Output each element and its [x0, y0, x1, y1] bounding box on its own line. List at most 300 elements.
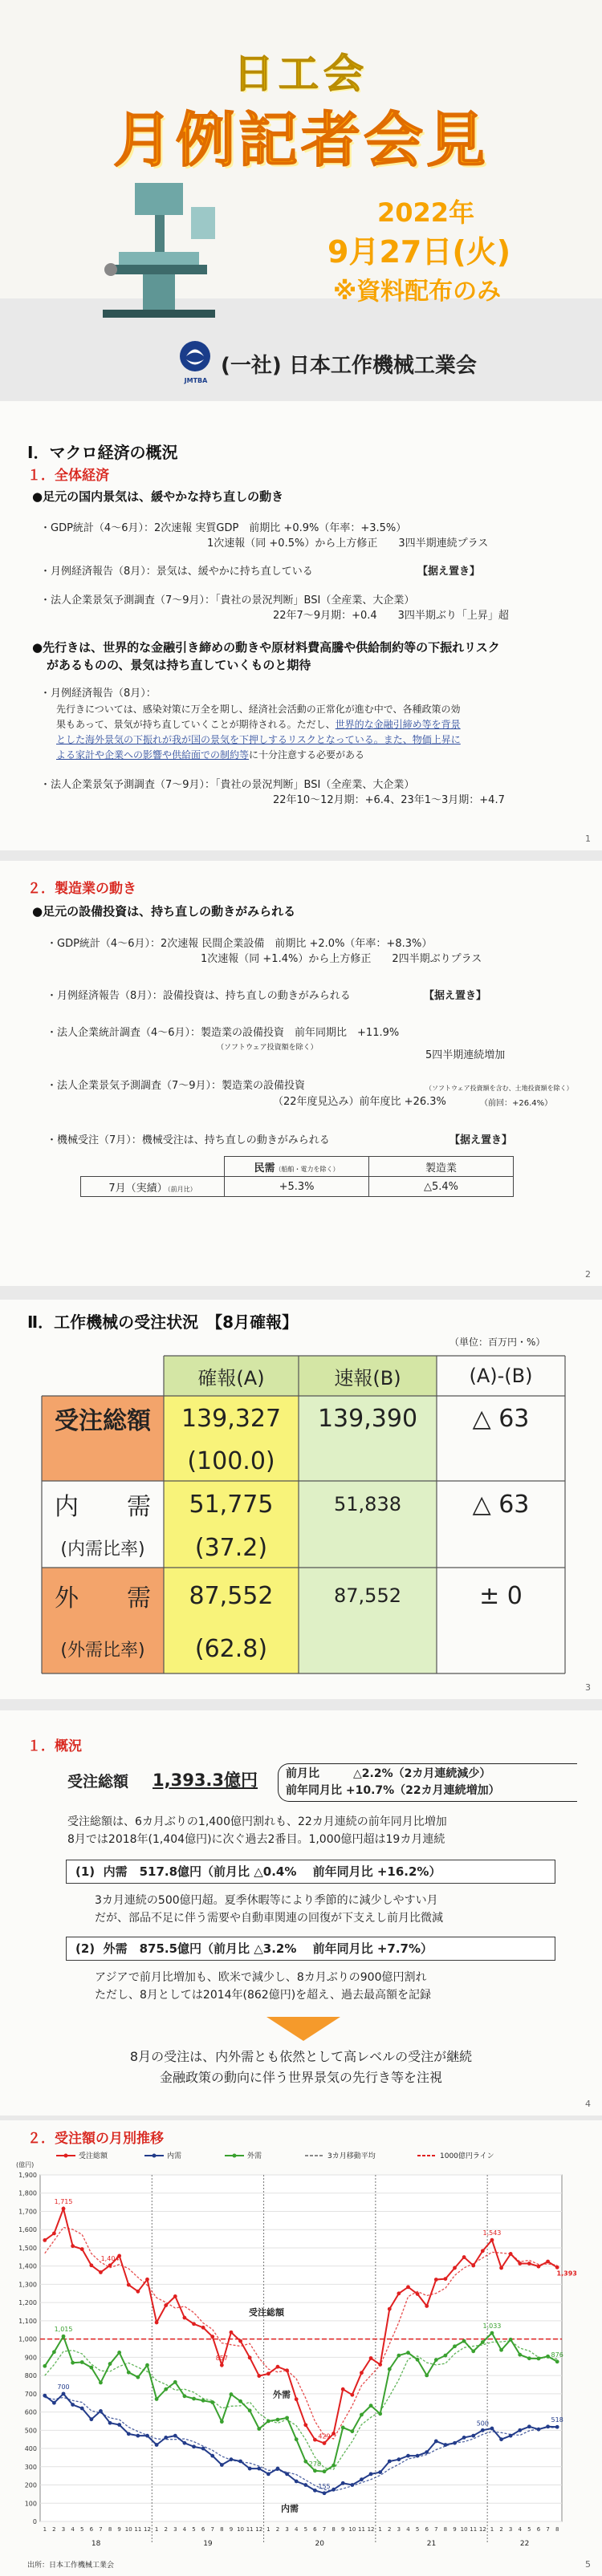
data-point [481, 2340, 485, 2344]
data-point [444, 2277, 448, 2281]
header-confirmed-a: 確報(A) [197, 1366, 265, 1389]
cover-note: ※資料配布のみ [333, 278, 502, 306]
month-tick-label: 3 [508, 2526, 513, 2533]
forecast-survey: ・法人企業景気予測調査（7～9月）：製造業の設備投資 [47, 1080, 306, 1092]
data-point [537, 2357, 541, 2361]
subsection-title: １．全体経済 [27, 468, 109, 484]
data-label: 1,033 [482, 2322, 502, 2331]
data-point [406, 2454, 410, 2458]
y-axis-label: (億円) [16, 2161, 35, 2168]
data-point [303, 2460, 307, 2464]
month-tick-label: 4 [518, 2526, 523, 2533]
month-tick-label: 10 [237, 2526, 245, 2533]
data-point [108, 2263, 112, 2267]
row-july-actual: 7月（実績）（前月比） [81, 1177, 225, 1197]
data-point [80, 2407, 84, 2411]
y-tick-label: 600 [24, 2408, 37, 2416]
month-tick-label: 10 [348, 2526, 356, 2533]
year-label: 21 [426, 2540, 437, 2548]
y-tick-label: 1,500 [18, 2244, 37, 2252]
data-point [108, 2362, 112, 2366]
down-arrow-icon [266, 2017, 340, 2041]
data-point [99, 2270, 103, 2274]
data-point [266, 2371, 270, 2375]
forecast-survey-2: （22年度見込み）前年度比 +26.3% [273, 1096, 446, 1108]
legend-marker [233, 2154, 237, 2158]
conclusion-line-2: 金融政策の動向に伴う世界景気の先行き等を注視 [159, 2070, 442, 2085]
data-point [155, 2443, 159, 2447]
data-point [192, 2397, 196, 2401]
year-label: 19 [203, 2540, 213, 2548]
month-tick-label: 3 [285, 2526, 289, 2533]
data-point [360, 2371, 364, 2375]
monthly-report-note: 【据え置き】 [424, 990, 487, 1002]
outlook-text-1: 先行きについては、感染対策に万全を期し、経済社会活動の正常化が進む中で、各種政策の効 [56, 704, 461, 715]
annotation-total: 受注総額 [249, 2307, 284, 2318]
data-point [350, 2393, 354, 2397]
y-tick-label: 1,000 [18, 2335, 37, 2343]
legend-label: 内需 [167, 2152, 182, 2160]
data-point [471, 2349, 475, 2353]
data-point [546, 2260, 550, 2264]
cover-title-large: 月例記者会見 [113, 106, 489, 175]
data-point [108, 2421, 112, 2425]
forecast-survey-2-note: （前回：+26.4%） [480, 1099, 553, 1108]
outlook-text-2: 果もあって、景気が持ち直していくことが期待される。ただし、世界的な金融引締め等を背景 [56, 719, 461, 730]
data-label: 1,393 [556, 2270, 577, 2278]
header-difference: (A)-(B) [469, 1365, 533, 1387]
machinery-orders-note: 【据え置き】 [449, 1134, 513, 1146]
domestic-difference: △ 63 [472, 1490, 530, 1519]
cell-manufacturing-value: △5.4% [369, 1177, 514, 1197]
data-point [555, 2425, 559, 2429]
month-tick-label: 5 [303, 2526, 308, 2533]
gdp-line: ・GDP統計（4～6月）：2次速報 実質GDP 前期比 +0.9%（年率：+3.5%） [40, 522, 407, 534]
data-point [360, 2477, 364, 2481]
data-point [378, 2412, 382, 2416]
data-label: 857 [215, 2355, 228, 2363]
legend-label: 1000億円ライン [440, 2152, 494, 2160]
data-point [295, 2397, 299, 2401]
y-tick-label: 300 [24, 2463, 37, 2471]
y-tick-label: 1,700 [18, 2208, 37, 2216]
section-title: Ⅱ．工作機械の受注状況 【8月確報】 [27, 1312, 299, 1332]
gdp-line-2: 1次速報（同 +0.5%）から上方修正 3四半期連続プラス [207, 538, 489, 550]
month-tick-label: 11 [357, 2526, 365, 2533]
corp-stat-2: 5四半期連続増加 [425, 1049, 506, 1061]
data-point [257, 2427, 261, 2431]
total-confirmed: 139,327 [181, 1404, 282, 1433]
month-tick-label: 11 [470, 2526, 478, 2533]
data-point [490, 2427, 494, 2431]
cover-organization: (一社) 日本工作機械工業会 [221, 354, 477, 378]
data-point [276, 2418, 280, 2422]
data-point [210, 2454, 214, 2458]
data-point [164, 2303, 168, 2307]
machinery-orders-table [80, 1156, 514, 1197]
month-tick-label: 12 [367, 2526, 375, 2533]
data-point [43, 2394, 47, 2398]
conclusion-line-1: 8月の受注は、内外需とも依然として高レベルの受注が継続 [129, 2049, 473, 2064]
data-point [388, 2307, 392, 2311]
data-point [313, 2438, 317, 2442]
month-tick-label: 2 [52, 2526, 56, 2533]
foreign-confirmed: 87,552 [189, 1581, 274, 1610]
data-point [518, 2428, 522, 2432]
y-tick-label: 400 [24, 2445, 37, 2453]
data-label: 500 [476, 2420, 489, 2428]
data-point [332, 2464, 336, 2468]
domestic-title: (1) 内需 517.8億円（前月比 △0.4% 前年同月比 +16.2%） [75, 1864, 441, 1879]
data-point [453, 2441, 457, 2445]
foreign-text-2: ただし、8月としては2014年(862億円)を超え、過去最高額を記録 [95, 1989, 432, 2002]
legend-label: 3カ月移動平均 [327, 2152, 376, 2160]
data-point [276, 2365, 280, 2369]
data-point [210, 2400, 214, 2404]
data-point [406, 2351, 410, 2355]
legend-label: 外需 [247, 2152, 262, 2160]
month-tick-label: 6 [89, 2526, 94, 2533]
year-over-year: 前年同月比 +10.7%（22カ月連続増加） [286, 1784, 500, 1797]
data-point [462, 2339, 466, 2343]
data-point [499, 2348, 503, 2352]
bullet-heading-2: ●先行きは、世界的な金融引き締めの動きや原材料費高騰や供給制約等の下振れリスク [32, 640, 500, 655]
foreign-title: (2) 外需 875.5億円（前月比 △3.2% 前年同月比 +7.7%） [75, 1941, 433, 1956]
data-point [537, 2428, 541, 2432]
data-point [201, 2399, 205, 2403]
data-point [127, 2371, 131, 2375]
data-point [509, 2252, 513, 2256]
month-tick-label: 2 [275, 2526, 280, 2533]
data-point [52, 2232, 56, 2236]
month-tick-label: 10 [460, 2526, 468, 2533]
corp-stat-note: （ソフトウェア投資額を除く） [217, 1044, 318, 1052]
col-manufacturing: 製造業 [369, 1157, 514, 1177]
data-point [444, 2354, 448, 2358]
data-point [136, 2290, 140, 2294]
data-point [332, 2432, 336, 2436]
month-tick-label: 9 [229, 2526, 234, 2533]
cover-title-small: 日工会 [234, 51, 368, 97]
month-tick-label: 9 [453, 2526, 457, 2533]
data-point [416, 2454, 420, 2458]
data-label: 278 [308, 2460, 322, 2468]
data-point [43, 2238, 47, 2242]
data-point [406, 2285, 410, 2289]
data-label: 1,404 [100, 2254, 120, 2262]
data-point [52, 2350, 56, 2354]
data-point [220, 2363, 224, 2367]
cover-page [0, 0, 602, 384]
month-tick-label: 6 [536, 2526, 541, 2533]
month-tick-label: 8 [108, 2526, 112, 2533]
data-point [303, 2423, 307, 2427]
month-tick-label: 7 [210, 2526, 214, 2533]
y-tick-label: 500 [24, 2427, 37, 2435]
data-point [481, 2428, 485, 2432]
data-point [499, 2437, 503, 2441]
month-tick-label: 1 [490, 2526, 494, 2533]
data-point [230, 2392, 234, 2396]
y-tick-label: 800 [24, 2372, 37, 2380]
data-point [378, 2363, 382, 2367]
data-point [220, 2420, 224, 2424]
data-point [80, 2360, 84, 2364]
data-point [444, 2443, 448, 2447]
data-point [295, 2437, 299, 2441]
summary-line-1: 受注総額は、6カ月ぶりの1,400億円割れも、22カ月連続の前年同月比増加 [67, 1815, 447, 1828]
page-number: 2 [585, 1269, 591, 1280]
data-point [285, 2368, 289, 2372]
data-point [397, 2291, 401, 2295]
machinery-orders: ・機械受注（7月）：機械受注は、持ち直しの動きがみられる [47, 1134, 330, 1146]
data-point [378, 2470, 382, 2474]
data-point [369, 2404, 373, 2408]
data-point [350, 2429, 354, 2433]
total-share: (100.0) [187, 1446, 275, 1475]
unit-label: （単位：百万円・%） [449, 1337, 546, 1348]
data-point [527, 2424, 531, 2428]
month-tick-label: 4 [182, 2526, 187, 2533]
data-point [164, 2436, 168, 2440]
month-tick-label: 6 [425, 2526, 429, 2533]
data-point [453, 2266, 457, 2270]
data-point [397, 2457, 401, 2461]
subsection-title: ２．製造業の動き [27, 881, 136, 897]
foreign-preliminary: 87,552 [334, 1584, 401, 1607]
page-number: 1 [585, 834, 591, 844]
data-point [117, 2423, 121, 2427]
gdp-line-2: 1次速報（同 +1.4%）から上方修正 2四半期ぶりプラス [201, 953, 482, 965]
annotation-domestic: 内需 [281, 2503, 299, 2514]
data-point [136, 2434, 140, 2438]
monthly-report-note: 【据え置き】 [417, 566, 481, 578]
data-point [481, 2249, 485, 2253]
data-point [471, 2434, 475, 2438]
data-point [425, 2373, 429, 2377]
data-point [303, 2483, 307, 2487]
data-point [527, 2262, 531, 2266]
month-tick-label: 2 [499, 2526, 503, 2533]
domestic-ratio: (37.2) [194, 1533, 268, 1562]
data-point [509, 2338, 513, 2342]
y-tick-label: 1,300 [18, 2281, 37, 2289]
data-point [323, 2491, 327, 2495]
data-point [295, 2480, 299, 2484]
month-over-month: 前月比 △2.2%（2カ月連続減少） [286, 1767, 491, 1780]
data-point [52, 2401, 56, 2405]
data-point [471, 2264, 475, 2268]
legend-marker [64, 2154, 68, 2158]
total-orders-label: 受注総額 [67, 1773, 129, 1791]
page-orders-table [0, 1300, 602, 1699]
data-point [62, 2391, 66, 2395]
row-total-orders: 受注総額 [55, 1407, 151, 1435]
data-label: 1,543 [482, 2229, 502, 2237]
data-point [434, 2358, 438, 2362]
subsection-title: １．概況 [27, 1738, 82, 1755]
data-label: 700 [57, 2383, 70, 2391]
data-point [71, 2361, 75, 2365]
row-domestic-ratio: (内需比率) [42, 1527, 164, 1568]
monthly-report: ・月例経済報告（8月）：設備投資は、持ち直しの動きがみられる [47, 990, 351, 1002]
month-tick-label: 12 [255, 2526, 263, 2533]
month-tick-label: 4 [71, 2526, 75, 2533]
annotation-foreign: 外需 [273, 2389, 291, 2400]
y-tick-label: 900 [24, 2354, 37, 2362]
data-point [434, 2278, 438, 2282]
month-tick-label: 6 [313, 2526, 317, 2533]
month-tick-label: 4 [406, 2526, 410, 2533]
data-point [285, 2416, 289, 2420]
source-note: 出所：日本工作機械工業会 [27, 2562, 115, 2570]
bullet-heading: ●足元の国内景気は、緩やかな持ち直しの動き [32, 489, 284, 504]
data-point [490, 2331, 494, 2335]
logo-text: JMTBA [184, 377, 208, 384]
data-point [388, 2367, 392, 2371]
y-tick-label: 0 [32, 2518, 37, 2525]
y-tick-label: 100 [24, 2500, 37, 2508]
data-point [499, 2266, 503, 2270]
year-label: 22 [519, 2540, 530, 2548]
data-label: 429 [318, 2432, 331, 2440]
domestic-preliminary: 51,838 [334, 1493, 401, 1515]
page-number: 4 [585, 2099, 591, 2109]
y-tick-label: 1,400 [18, 2262, 37, 2270]
month-tick-label: 5 [527, 2526, 531, 2533]
data-point [369, 2356, 373, 2360]
data-point [313, 2489, 317, 2493]
data-point [257, 2467, 261, 2471]
data-point [62, 2335, 66, 2339]
section-title: Ⅰ．マクロ経済の概況 [27, 443, 178, 462]
row-foreign-ratio: (外需比率) [60, 1640, 145, 1661]
data-point [462, 2436, 466, 2440]
month-tick-label: 7 [322, 2526, 327, 2533]
data-point [173, 2434, 177, 2438]
monthly-orders-chart [8, 2144, 594, 2560]
data-point [425, 2304, 429, 2308]
data-point [537, 2265, 541, 2269]
month-tick-label: 9 [340, 2526, 345, 2533]
data-point [276, 2467, 280, 2471]
monthly-report-2: ・月例経済報告（8月）： [40, 688, 157, 700]
data-point [555, 2359, 559, 2363]
data-point [230, 2457, 234, 2461]
data-point [360, 2413, 364, 2417]
month-tick-label: 2 [164, 2526, 168, 2533]
page-overview [0, 1710, 602, 2116]
row-domestic: 内 需 [42, 1481, 164, 1527]
data-point [555, 2266, 559, 2270]
month-tick-label: 5 [192, 2526, 196, 2533]
data-point [89, 2263, 93, 2267]
data-point [43, 2364, 47, 2368]
page-number: 3 [585, 1682, 591, 1693]
month-tick-label: 1 [378, 2526, 382, 2533]
data-point [416, 2292, 420, 2296]
data-point [434, 2440, 438, 2444]
cover-date: 9月27日(火) [327, 234, 511, 270]
row-foreign: 外 需 [55, 1584, 151, 1613]
y-tick-label: 1,600 [18, 2226, 37, 2234]
data-point [266, 2472, 270, 2476]
month-tick-label: 1 [154, 2526, 159, 2533]
month-tick-label: 5 [415, 2526, 420, 2533]
month-tick-label: 7 [546, 2526, 550, 2533]
month-tick-label: 4 [294, 2526, 299, 2533]
page-macro-economy [0, 401, 602, 850]
data-point [341, 2426, 345, 2430]
data-point [490, 2238, 494, 2242]
month-tick-label: 11 [134, 2526, 142, 2533]
month-tick-label: 5 [79, 2526, 84, 2533]
data-point [183, 2394, 187, 2398]
forecast-survey-note: （ソフトウェア投資額を含む、土地投資額を除く） [425, 1085, 573, 1092]
outlook-text-3: とした海外景気の下振れが我が国の景気を下押しするリスクとなっている。また、物価上昇に [56, 734, 461, 745]
jmtba-logo [178, 339, 212, 376]
data-point [323, 2441, 327, 2445]
summary-line-2: 8月では2018年(1,404億円)に次ぐ過去2番目。1,000億円超は19カ月連続 [67, 1833, 445, 1846]
corp-survey-3: ・法人企業景気予測調査（7～9月）：「貴社の景況判断」BSI（全産業、大企業） [40, 779, 415, 791]
data-point [173, 2380, 177, 2384]
month-tick-label: 8 [443, 2526, 448, 2533]
corp-survey: ・法人企業景気予測調査（7～9月）：「貴社の景況判断」BSI（全産業、大企業） [40, 594, 415, 606]
data-point [388, 2460, 392, 2464]
data-point [397, 2354, 401, 2358]
data-point [145, 2363, 149, 2367]
header-preliminary-b: 速報(B) [334, 1366, 401, 1389]
y-tick-label: 1,200 [18, 2299, 37, 2307]
foreign-difference: ± 0 [479, 1581, 523, 1610]
col-private-demand: 民需（船舶・電力を除く） [225, 1157, 369, 1177]
data-point [173, 2294, 177, 2298]
domestic-confirmed: 51,775 [189, 1490, 274, 1519]
monthly-report: ・月例経済報告（8月）：景気は、緩やかに持ち直している [40, 566, 313, 578]
month-tick-label: 1 [43, 2526, 47, 2533]
data-point [183, 2441, 187, 2445]
data-point [230, 2331, 234, 2335]
data-point [238, 2460, 242, 2464]
data-point [416, 2358, 420, 2362]
data-point [527, 2356, 531, 2360]
legend-marker [153, 2154, 157, 2158]
month-tick-label: 8 [332, 2526, 336, 2533]
data-point [210, 2335, 214, 2339]
data-label: 1,015 [54, 2326, 73, 2334]
month-tick-label: 9 [117, 2526, 121, 2533]
data-point [183, 2316, 187, 2320]
month-tick-label: 8 [220, 2526, 224, 2533]
subsection-title: ２．受注額の月別推移 [27, 2131, 164, 2147]
data-point [201, 2447, 205, 2451]
data-point [201, 2326, 205, 2330]
month-tick-label: 2 [388, 2526, 392, 2533]
data-point [285, 2472, 289, 2476]
data-point [332, 2488, 336, 2492]
data-point [257, 2374, 261, 2378]
month-tick-label: 1 [266, 2526, 270, 2533]
year-label: 18 [91, 2540, 101, 2548]
data-point [192, 2444, 196, 2448]
table-grid [42, 1356, 565, 1673]
month-tick-label: 6 [201, 2526, 205, 2533]
data-point [425, 2450, 429, 2454]
data-point [238, 2400, 242, 2404]
y-tick-label: 700 [24, 2390, 37, 2398]
month-tick-label: 10 [124, 2526, 132, 2533]
month-tick-label: 7 [434, 2526, 438, 2533]
